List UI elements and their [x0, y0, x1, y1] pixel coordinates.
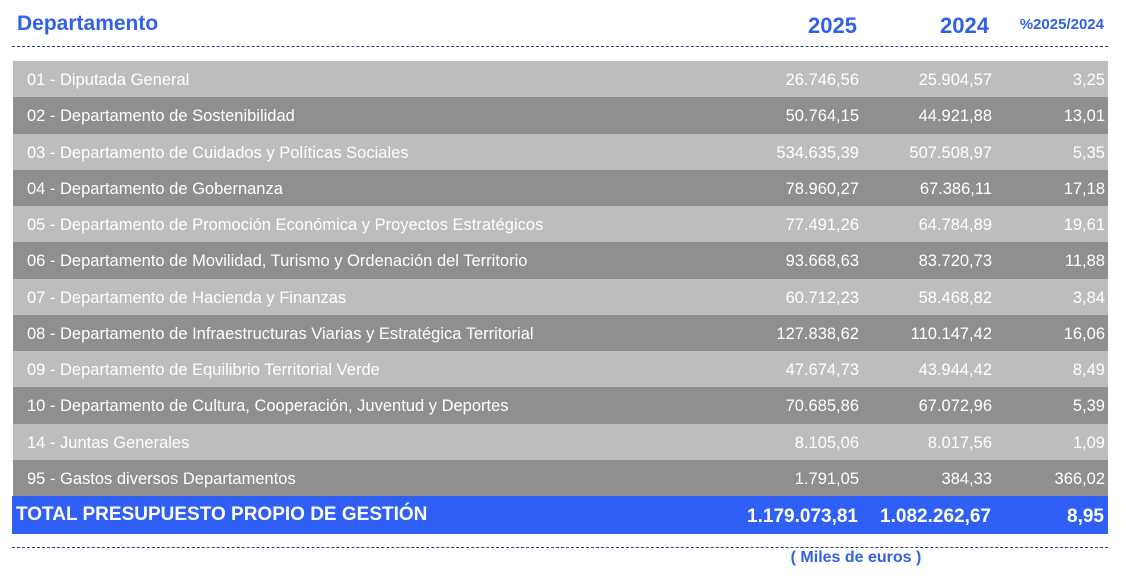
row-department-name: 01 - Diputada General	[27, 71, 190, 89]
row-pct-change: 17,18	[1063, 179, 1105, 198]
row-value-2025: 26.746,56	[785, 71, 859, 89]
row-value-2025: 50.764,15	[785, 107, 859, 126]
row-pct-change: 11,88	[1064, 252, 1105, 271]
row-value-2025: 78.960,27	[785, 179, 859, 198]
table-row	[13, 279, 1108, 315]
table-header	[0, 0, 1126, 46]
row-value-2024: 25.904,57	[918, 71, 992, 89]
row-value-2025: 70.685,86	[785, 397, 859, 416]
total-value-2025: 1.179.073,81	[747, 506, 858, 527]
total-row	[12, 496, 1108, 534]
row-department-name: 02 - Departamento de Sostenibilidad	[27, 107, 295, 126]
row-department-name: 07 - Departamento de Hacienda y Finanzas	[27, 288, 347, 307]
row-pct-change: 8,49	[1072, 361, 1105, 379]
row-value-2024: 67.072,96	[918, 397, 992, 416]
row-value-2025: 127.838,62	[776, 324, 859, 343]
column-header-pct: %2025/2024	[1019, 16, 1104, 33]
row-value-2024: 64.784,89	[918, 216, 992, 234]
row-value-2025: 47.674,73	[785, 361, 859, 379]
row-pct-change: 366,02	[1054, 469, 1105, 488]
table-row	[13, 387, 1108, 423]
total-label: TOTAL PRESUPUESTO PROPIO DE GESTIÓN	[16, 504, 428, 525]
table-row	[13, 424, 1108, 460]
row-value-2024: 384,33	[941, 469, 992, 488]
row-department-name: 03 - Departamento de Cuidados y Políticas Sociales	[27, 143, 409, 162]
row-value-2024: 110.147,42	[910, 324, 992, 343]
units-note: ( Miles de euros )	[790, 549, 922, 566]
table-row	[13, 170, 1108, 206]
row-department-name: 10 - Departamento de Cultura, Cooperación, Juventud y Deportes	[27, 397, 509, 416]
row-value-2025: 534.635,39	[776, 143, 859, 162]
row-value-2025: 60.712,23	[785, 288, 859, 307]
row-department-name: 05 - Departamento de Promoción Económica y Proyectos Estratégicos	[27, 216, 544, 234]
row-value-2024: 83.720,73	[918, 252, 992, 271]
row-value-2024: 44.921,88	[918, 107, 992, 126]
row-pct-change: 19,61	[1063, 216, 1105, 234]
row-value-2024: 8.017,56	[927, 433, 992, 452]
row-value-2025: 93.668,63	[785, 252, 859, 271]
row-department-name: 08 - Departamento de Infraestructuras Viarias y Estratégica Territorial	[27, 324, 534, 343]
column-header-2024: 2024	[940, 13, 989, 38]
row-value-2024: 58.468,82	[918, 288, 992, 307]
row-pct-change: 1,09	[1072, 433, 1105, 452]
row-value-2025: 77.491,26	[785, 216, 859, 234]
row-pct-change: 16,06	[1063, 324, 1105, 343]
total-value-2024: 1.082.262,67	[880, 506, 991, 527]
table-row	[13, 315, 1108, 351]
column-header-departamento: Departamento	[17, 12, 159, 35]
row-value-2024: 67.386,11	[919, 179, 992, 198]
row-department-name: 06 - Departamento de Movilidad, Turismo y Ordenación del Territorio	[27, 252, 528, 271]
total-pct-change: 8,95	[1067, 506, 1104, 527]
table-row	[13, 242, 1108, 278]
row-department-name: 14 - Juntas Generales	[27, 433, 190, 452]
row-value-2024: 507.508,97	[909, 143, 992, 162]
row-pct-change: 3,84	[1072, 288, 1105, 307]
table-row	[13, 61, 1108, 97]
table-row	[13, 134, 1108, 170]
row-pct-change: 5,35	[1072, 143, 1105, 162]
header-divider	[12, 46, 1108, 47]
table-row	[13, 97, 1108, 133]
table-row	[13, 460, 1108, 496]
row-value-2024: 43.944,42	[918, 361, 992, 379]
row-pct-change: 3,25	[1072, 71, 1105, 89]
budget-table	[13, 61, 1108, 496]
row-department-name: 04 - Departamento de Gobernanza	[27, 179, 283, 198]
row-department-name: 95 - Gastos diversos Departamentos	[27, 469, 296, 488]
row-department-name: 09 - Departamento de Equilibrio Territorial Verde	[27, 361, 380, 379]
row-pct-change: 13,01	[1063, 107, 1105, 126]
row-value-2025: 8.105,06	[794, 433, 859, 452]
row-value-2025: 1.791,05	[794, 469, 859, 488]
table-row	[13, 206, 1108, 242]
table-row	[13, 351, 1108, 387]
footer-divider	[12, 547, 1108, 548]
row-pct-change: 5,39	[1072, 397, 1105, 416]
column-header-2025: 2025	[808, 13, 857, 38]
